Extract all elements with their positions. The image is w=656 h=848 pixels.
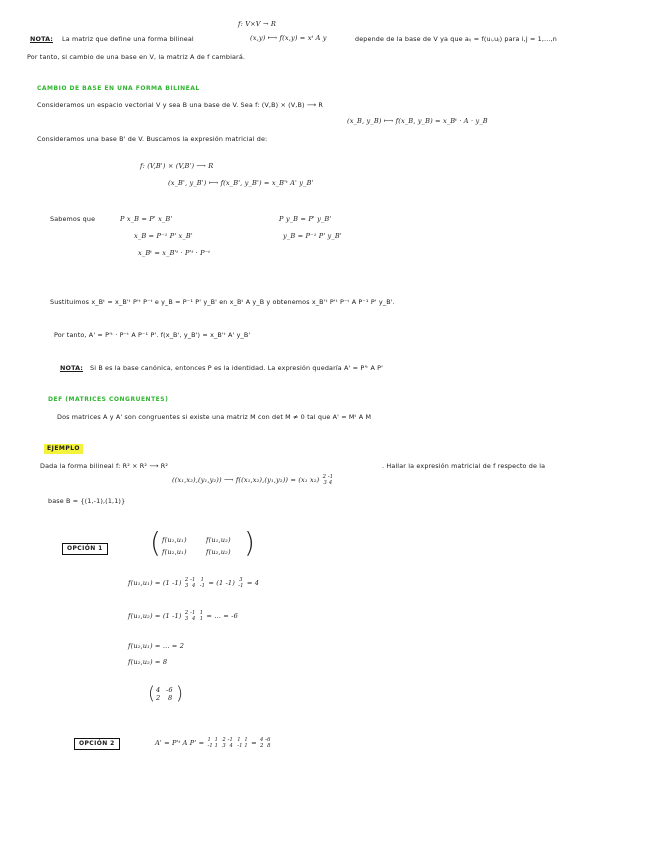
nota1-label: NOTA: bbox=[30, 35, 54, 43]
mat-a-12: -1 bbox=[327, 474, 334, 480]
example-line2a-text: ((x₁,x₂),(y₁,y₂)) ⟶ f((x₁,x₂),(y₁,y₂)) = (x₁ x₂) bbox=[172, 476, 320, 484]
section2-text: Dos matrices A y A' son congruentes si existe una matriz M con det M ≠ 0 tal que A' = Mᵗ A M bbox=[57, 413, 372, 421]
option1-label: OPCIÓN 1 bbox=[62, 543, 108, 555]
calc1-vector2: 3 -1 bbox=[238, 577, 244, 589]
eq-yb: y_B = P⁻¹ P' y_B' bbox=[283, 232, 342, 240]
option2-label: OPCIÓN 2 bbox=[74, 738, 120, 750]
example-label: EJEMPLO bbox=[44, 444, 83, 454]
calc2-matrix: 2 -1 3 4 bbox=[184, 610, 196, 622]
nota1-text-b: depende de la base de V ya que aᵢⱼ = f(uᵢ,uⱼ) para i,j = 1,...,n bbox=[355, 35, 557, 43]
calc4: f(u₂,u₂) = 8 bbox=[128, 658, 168, 666]
result-12: -6 bbox=[166, 686, 173, 694]
op1-m11: f(u₁,u₁) bbox=[162, 536, 187, 544]
op2-text: A' = P'ᵗ A P' = bbox=[155, 739, 205, 747]
result-right-paren: ) bbox=[176, 683, 184, 704]
op2-p-transpose: 1 1 -1 1 bbox=[207, 737, 219, 749]
calc3: f(u₂,u₁) = ... = 2 bbox=[128, 642, 185, 650]
calc1-v2: -1 bbox=[199, 583, 206, 589]
op1-matrix-left-paren: ( bbox=[150, 526, 161, 559]
section1-map1: f: (V,B') × (V,B') ⟶ R bbox=[140, 162, 214, 170]
op1-matrix-right-paren: ) bbox=[244, 526, 255, 559]
section1-map2: (x_B', y_B') ⟼ f(x_B', y_B') = x_B'ᵗ A' y_B' bbox=[168, 179, 314, 187]
example-line1a: Dada la forma bilineal f: R² × R² ⟶ R² bbox=[40, 462, 169, 470]
option2-formula: A' = P'ᵗ A P' = 1 1 -1 1 2 -1 3 4 1 1 -1 1 = 4 -6 2 8 bbox=[155, 737, 271, 749]
eq-xb: x_B = P⁻¹ P' x_B' bbox=[134, 232, 193, 240]
result-21: 2 bbox=[156, 694, 161, 702]
header-map-pair: (x,y) ⟼ f(x,y) = xᵗ A y bbox=[250, 34, 327, 42]
example-line1b: . Hallar la expresión matricial de f respecto de la bbox=[382, 462, 546, 470]
calc1-text: f(u₁,u₁) = (1 -1) bbox=[128, 579, 182, 587]
op1-m21: f(u₂,u₁) bbox=[162, 548, 187, 556]
section2-title: DEF (MATRICES CONGRUENTES) bbox=[48, 396, 169, 403]
eq-py: P y_B = P' y_B' bbox=[279, 215, 332, 223]
nota2-label: NOTA: bbox=[60, 364, 84, 372]
mat-a-22: 4 bbox=[328, 480, 333, 486]
calc1-v1: 1 bbox=[200, 577, 205, 583]
section1-title: CAMBIO DE BASE EN UNA FORMA BILINEAL bbox=[37, 85, 200, 92]
example-matrix-a bbox=[323, 474, 334, 486]
example-line3: base B = {(1,-1),(1,1)} bbox=[48, 497, 126, 505]
nota1-text-c: Por tanto, si cambio de una base en V, la matriz A de f cambiará. bbox=[27, 53, 246, 61]
por-tanto-line: Por tanto, A' = P'ᵗ · P⁻ᵗ A P⁻¹ P'. f(x_B', y_B') = x_B'ᵗ A' y_B' bbox=[54, 331, 251, 339]
calc1 bbox=[128, 577, 259, 589]
result-22: 8 bbox=[168, 694, 173, 702]
section1-line1b: (x_B, y_B) ⟼ f(x_B, y_B) = x_Bᵗ · A · y_B bbox=[347, 117, 488, 125]
nota1-text-a: La matriz que define una forma bilineal bbox=[62, 35, 194, 43]
calc2-text: f(u₁,u₂) = (1 -1) bbox=[128, 612, 182, 620]
result-left-paren: ( bbox=[148, 683, 156, 704]
calc2-vector: 1 1 bbox=[199, 610, 204, 622]
calc1-vector bbox=[200, 577, 205, 589]
header-map: f: V×V → R bbox=[238, 20, 276, 28]
nota2-text: Si B es la base canónica, entonces P es la identidad. La expresión quedaría A' = P'ᵗ A P' bbox=[90, 364, 384, 372]
op2-a-matrix: 2 -1 3 4 bbox=[222, 737, 233, 749]
op1-m22: f(u₂,u₂) bbox=[206, 548, 231, 556]
calc1-end: = (1 -1) bbox=[208, 579, 235, 587]
section1-line1: Consideramos un espacio vectorial V y sea B una base de V. Sea f: (V,B) × (V,B) ⟶ R bbox=[37, 101, 323, 109]
mat-a-11: 2 bbox=[322, 474, 327, 480]
mat-a-21: 3 bbox=[323, 480, 327, 486]
op1-m12: f(u₁,u₂) bbox=[206, 536, 231, 544]
calc2-res: = ... = -6 bbox=[206, 612, 238, 620]
op2-result: 4 -6 2 8 bbox=[260, 737, 271, 749]
example-line2a bbox=[172, 474, 334, 486]
calc2 bbox=[128, 610, 238, 622]
eq-px: P x_B = P' x_B' bbox=[120, 215, 173, 223]
op2-p-matrix: 1 1 -1 1 bbox=[237, 737, 248, 749]
eq-xbt: x_Bᵗ = x_B'ᵗ · P'ᵗ · P⁻ᵗ bbox=[138, 249, 211, 257]
calc1-res: = 4 bbox=[246, 579, 260, 587]
sustituimos-line: Sustituimos x_Bᵗ = x_B'ᵗ P'ᵗ P⁻ᵗ e y_B = P⁻¹ P' y_B' en x_Bᵗ A y_B y obtenemos x_B'ᵗ P'ᵗ P⁻ᵗ A P⁻¹ P' y_B'. bbox=[50, 298, 395, 306]
calc1-matrix: 2 -1 3 4 bbox=[184, 577, 196, 589]
sabemos-label: Sabemos que bbox=[50, 215, 96, 223]
section1-line2: Consideramos una base B' de V. Buscamos la expresión matricial de: bbox=[37, 135, 268, 143]
result-11: 4 bbox=[156, 686, 161, 694]
